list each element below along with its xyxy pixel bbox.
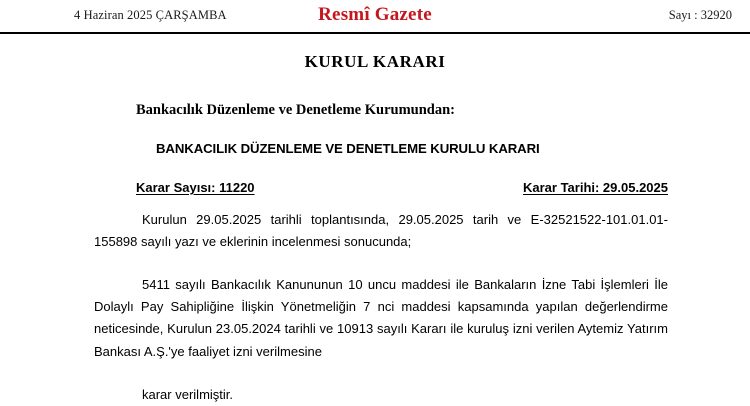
document-body: [0, 52, 750, 402]
masthead-title: Resmî Gazete: [318, 4, 432, 25]
masthead-date: 4 Haziran 2025 ÇARŞAMBA: [74, 7, 227, 22]
masthead: [0, 0, 750, 30]
decision-meta: [74, 180, 676, 195]
paragraph-1: Kurulun 29.05.2025 tarihli toplantısında, 29.05.2025 tarih ve E-32521522-101.01.01-155898 sayılı yazı ve eklerinin incelenmesi sonucunda;: [94, 212, 668, 250]
decision-number: Karar Sayısı: 11220: [136, 180, 255, 195]
closing-line: karar verilmiştir.: [142, 387, 234, 403]
masthead-divider: [0, 32, 750, 34]
decision-date: Karar Tarihi: 29.05.2025: [522, 180, 668, 195]
decision-subject: BANKACILIK DÜZENLEME VE DENETLEME KURULU KARARI: [156, 141, 540, 156]
document-heading: KURUL KARARI: [304, 52, 446, 71]
paragraph-2: 5411 sayılı Bankacılık Kanununun 10 uncu maddesi ile Bankaların İzne Tabi İşlemleri İle Dolaylı Pay Sahipliğine İlişkin Yönetmeliğin 7 nci maddesi kapsamında yapılan değerlendirme neticesinde, Kurulun 23.05.2024 tarihli ve 10913 sayılı Kararı ile kuruluş izni verilen Aytemiz Yatırım Bankası A.Ş.'ye faaliyet izni verilmesine: [94, 276, 668, 359]
masthead-issue-number: Sayı : 32920: [668, 7, 732, 22]
issuing-agency: Bankacılık Düzenleme ve Denetleme Kurumundan:: [136, 102, 455, 118]
